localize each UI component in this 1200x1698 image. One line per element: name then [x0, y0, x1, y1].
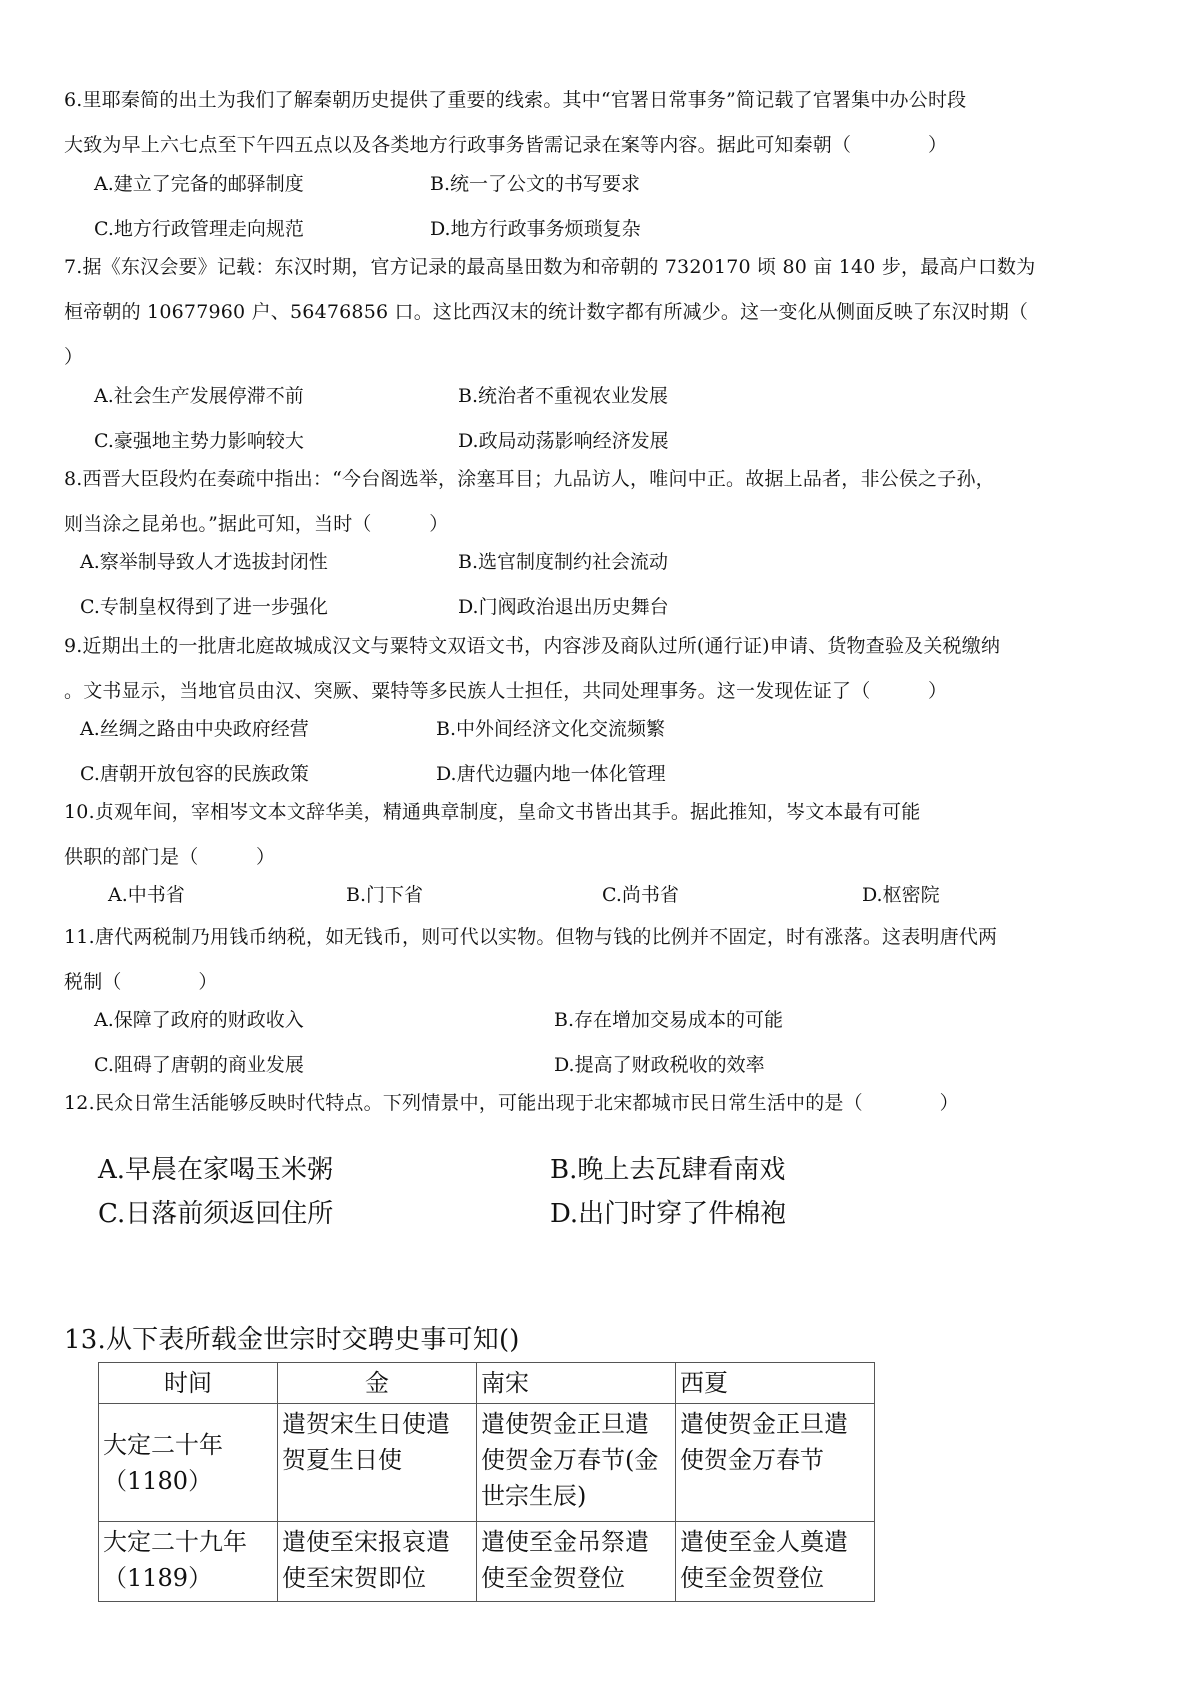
question-7: [64, 245, 1144, 380]
option-d[interactable]: D.唐代边疆内地一体化管理: [436, 763, 666, 785]
table-cell: 遣使贺金正旦遣使贺金万春节(金世宗生辰): [477, 1404, 676, 1522]
question-12-line-1: 12.民众日常生活能够反映时代特点。下列情景中，可能出现于北宋都城市民日常生活中的是（ ）: [64, 1092, 959, 1114]
question-6: [64, 78, 1144, 168]
question-7-line-2: 桓帝朝的 10677960 户、56476856 口。这比西汉末的统计数字都有所减少。这一变化从侧面反映了东汉时期（: [64, 301, 1029, 323]
question-11-line-1: 11.唐代两税制乃用钱币纳税，如无钱币，则可代以实物。但物与钱的比例并不固定，时有涨落。这表明唐代两: [64, 926, 998, 948]
option-b[interactable]: B.统治者不重视农业发展: [458, 385, 669, 407]
option-d[interactable]: D.枢密院: [862, 884, 940, 906]
diplomacy-table: [98, 1362, 875, 1602]
question-9-line-2: 。文书显示，当地官员由汉、突厥、粟特等多民族人士担任，共同处理事务。这一发现佐证了（ ）: [64, 680, 948, 702]
question-10-line-1: 10.贞观年间，宰相岑文本文辞华美，精通典章制度，皇命文书皆出其手。据此推知，岑文本最有可能: [64, 801, 921, 823]
table-cell: 大定二十九年（1189）: [99, 1522, 278, 1602]
option-c[interactable]: C.专制皇权得到了进一步强化: [80, 596, 328, 618]
option-c[interactable]: C.日落前须返回住所: [98, 1199, 334, 1229]
option-b[interactable]: B.中外间经济文化交流频繁: [436, 718, 666, 740]
question-11-line-2: 税制（ ）: [64, 971, 218, 993]
option-a[interactable]: A.早晨在家喝玉米粥: [98, 1155, 334, 1185]
option-a[interactable]: A.建立了完备的邮驿制度: [94, 173, 304, 195]
option-a[interactable]: A.丝绸之路由中央政府经营: [80, 718, 309, 740]
option-b[interactable]: B.选官制度制约社会流动: [458, 551, 669, 573]
table-cell: 遣使至金人奠遣使至金贺登位: [676, 1522, 875, 1602]
table-cell: 遣贺宋生日使遣贺夏生日使: [278, 1404, 477, 1522]
option-c[interactable]: C.阻碍了唐朝的商业发展: [94, 1054, 304, 1076]
question-9: [64, 624, 1144, 714]
option-b[interactable]: B.晚上去瓦肆看南戏: [550, 1155, 786, 1185]
question-6-line-2: 大致为早上六七点至下午四五点以及各类地方行政事务皆需记录在案等内容。据此可知秦朝（ ）: [64, 134, 948, 156]
option-c[interactable]: C.尚书省: [602, 884, 679, 906]
option-d[interactable]: D.出门时穿了件棉袍: [550, 1199, 787, 1229]
question-8: [64, 457, 1144, 547]
question-8-line-1: 8.西晋大臣段灼在奏疏中指出：“今台阁选举，涂塞耳目；九品访人，唯问中正。故据上品者，非公侯之子孙，: [64, 468, 995, 490]
table-header-cell: 时间: [99, 1363, 278, 1404]
question-9-line-1: 9.近期出土的一批唐北庭故城成汉文与粟特文双语文书，内容涉及商队过所(通行证)申请、货物查验及关税缴纳: [64, 635, 1001, 657]
option-a[interactable]: A.察举制导致人才选拔封闭性: [80, 551, 328, 573]
question-10-line-2: 供职的部门是（ ）: [64, 846, 276, 868]
option-c[interactable]: C.地方行政管理走向规范: [94, 218, 304, 240]
question-7-line-3: ）: [64, 346, 84, 368]
table-row: [99, 1404, 875, 1522]
question-11: [64, 915, 1144, 1005]
table-header-cell: 南宋: [477, 1363, 676, 1404]
table-header-row: [99, 1363, 875, 1404]
table-header-cell: 西夏: [676, 1363, 875, 1404]
table-cell: 遣使至金吊祭遣使至金贺登位: [477, 1522, 676, 1602]
table-cell: 遣使贺金正旦遣使贺金万春节: [676, 1404, 875, 1522]
option-a[interactable]: A.社会生产发展停滞不前: [94, 385, 304, 407]
option-b[interactable]: B.门下省: [346, 884, 424, 906]
option-c[interactable]: C.唐朝开放包容的民族政策: [80, 763, 309, 785]
question-13-stem: 13.从下表所载金世宗时交聘史事可知(): [64, 1325, 520, 1355]
question-8-line-2: 则当涂之昆弟也。”据此可知，当时（ ）: [64, 513, 449, 535]
table-cell: 大定二十年（1180）: [99, 1404, 278, 1522]
option-c[interactable]: C.豪强地主势力影响较大: [94, 430, 304, 452]
question-7-line-1: 7.据《东汉会要》记载：东汉时期，官方记录的最高垦田数为和帝朝的 7320170 顷 80 亩 140 步，最高户口数为: [64, 256, 1036, 278]
option-a[interactable]: A.中书省: [108, 884, 185, 906]
question-10: [64, 790, 1144, 880]
option-d[interactable]: D.地方行政事务烦琐复杂: [430, 218, 641, 240]
option-d[interactable]: D.提高了财政税收的效率: [554, 1054, 765, 1076]
question-6-line-1: 6.里耶秦简的出土为我们了解秦朝历史提供了重要的线索。其中“官署日常事务”简记载了官署集中办公时段: [64, 89, 967, 111]
table-row: [99, 1522, 875, 1602]
option-b[interactable]: B.存在增加交易成本的可能: [554, 1009, 784, 1031]
option-b[interactable]: B.统一了公文的书写要求: [430, 173, 641, 195]
option-d[interactable]: D.门阀政治退出历史舞台: [458, 596, 669, 618]
option-a[interactable]: A.保障了政府的财政收入: [94, 1009, 304, 1031]
option-d[interactable]: D.政局动荡影响经济发展: [458, 430, 669, 452]
question-12: [64, 1081, 1144, 1126]
question-13: [64, 1318, 1144, 1362]
table-header-cell: 金: [278, 1363, 477, 1404]
table-cell: 遣使至宋报哀遣使至宋贺即位: [278, 1522, 477, 1602]
